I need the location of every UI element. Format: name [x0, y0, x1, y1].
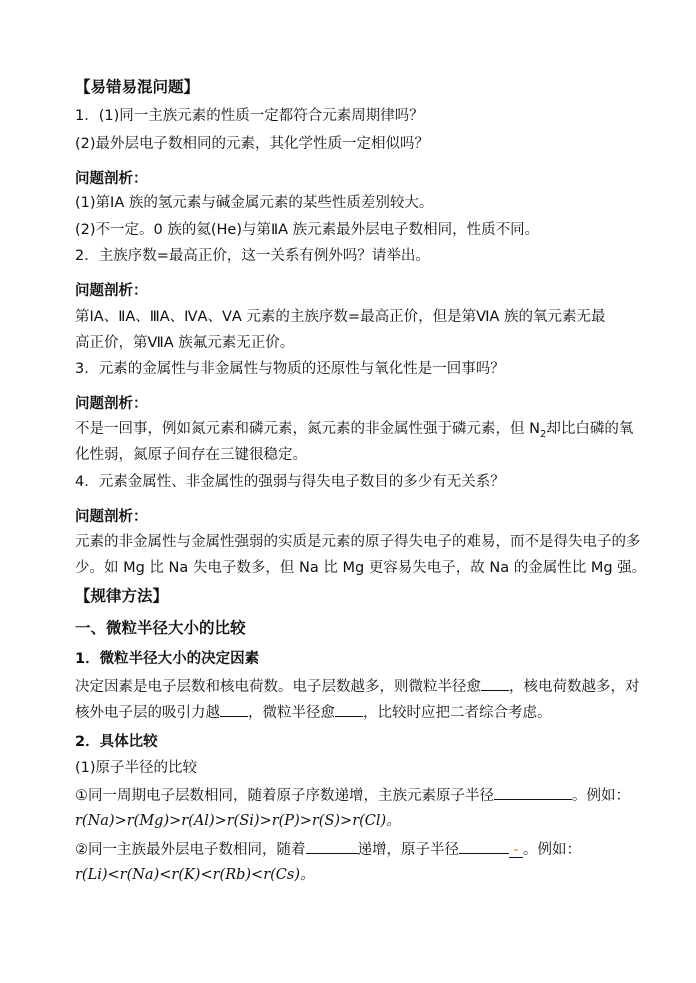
factors-text-d: ，微粒半径愈 [248, 705, 335, 721]
question-2: 2．主族序数=最高正价，这一关系有例外吗？请举出。 [75, 248, 430, 264]
question-1-part-2: (2)最外层电子数相同的元素，其化学性质一定相似吗？ [75, 136, 430, 152]
answer-2-line-2: 高正价，第ⅦA 族氟元素无正价。 [75, 335, 295, 351]
period-rule-line [75, 785, 630, 806]
group-example-inequality: r(Li)<r(Na)<r(K)<r(Rb)<r(Cs)。 [75, 867, 315, 883]
question-1-part-1: 1．(1)同一主族元素的性质一定都符合元素周期律吗？ [75, 108, 424, 124]
period-example-inequality: r(Na)>r(Mg)>r(Al)>r(Si)>r(P)>r(S)>r(Cl)。 [75, 813, 401, 829]
factors-text-a: 决定因素是电子层数和核电荷数。电子层数越多，则微粒半径愈 [75, 679, 481, 695]
paragraph-factors-line-2 [75, 702, 552, 723]
group-rule-example: 。例如： [523, 842, 581, 858]
atomic-radius-title: (1)原子半径的比较 [75, 760, 198, 776]
method-title: 一、微粒半径大小的比较 [75, 619, 246, 637]
fill-blank-1[interactable] [481, 676, 509, 691]
answer-3-line-2: 化性弱，氮原子间存在三键很稳定。 [75, 447, 307, 463]
subscript-2: 2 [539, 428, 547, 440]
factors-text-e: ，比较时应把二者综合考虑。 [363, 705, 552, 721]
fill-blank-3[interactable] [335, 702, 363, 717]
period-rule-text: ①同一周期电子层数相同，随着原子序数递增，主族元素原子半径 [75, 788, 494, 804]
section-heading-methods: 【规律方法】 [75, 587, 169, 605]
analysis-label-3: 问题剖析： [75, 396, 148, 412]
analysis-label-1: 问题剖析： [75, 171, 148, 187]
question-4: 4．元素金属性、非金属性的强弱与得失电子数目的多少有无关系？ [75, 474, 505, 490]
answer-3-text: 不是一回事，例如氮元素和磷元素，氮元素的非金属性强于磷元素，但 N [75, 421, 540, 437]
group-rule-text-b: 递增，原子半径 [357, 842, 459, 858]
group-rule-line [75, 839, 581, 860]
analysis-label-2: 问题剖析： [75, 283, 148, 299]
answer-1-part-1: (1)第ⅠA 族的氢元素与碱金属元素的某些性质差别较大。 [75, 195, 434, 211]
section-heading-errors: 【易错易混问题】 [75, 78, 200, 96]
answer-3-text-end: 却比白磷的氧 [546, 421, 634, 437]
group-rule-text-a: ②同一主族最外层电子数相同，随着 [75, 842, 306, 858]
factors-text-b: ，核电荷数越多，对 [509, 679, 640, 695]
answer-3-line-1 [75, 419, 633, 445]
answer-2-line-1: 第ⅠA、ⅡA、ⅢA、ⅣA、ⅤA 元素的主族序数=最高正价，但是第ⅥA 族的氧元素无最 [75, 309, 606, 325]
paragraph-factors-line-1 [75, 676, 640, 697]
fill-blank-mark: - [509, 843, 523, 858]
period-rule-example: 。例如： [572, 788, 630, 804]
fill-blank-6[interactable] [459, 839, 509, 854]
subheading-determining-factors: 1．微粒半径大小的决定因素 [75, 651, 260, 667]
question-3: 3．元素的金属性与非金属性与物质的还原性与氧化性是一回事吗？ [75, 361, 505, 377]
answer-4-line-2: 少。如 Mg 比 Na 失电子数多，但 Na 比 Mg 更容易失电子，故 Na 的金属性比 Mg 强。 [75, 560, 647, 576]
fill-blank-2[interactable] [220, 702, 248, 717]
analysis-label-4: 问题剖析： [75, 509, 148, 525]
answer-1-part-2: (2)不一定。0 族的氦(He)与第ⅡA 族元素最外层电子数相同，性质不同。 [75, 222, 540, 238]
fill-blank-5[interactable] [306, 839, 358, 854]
factors-text-c: 核外电子层的吸引力越 [75, 705, 220, 721]
subheading-specific-comparison: 2．具体比较 [75, 734, 158, 750]
fill-blank-4[interactable] [494, 785, 572, 800]
answer-4-line-1: 元素的非金属性与金属性强弱的实质是元素的原子得失电子的难易，而不是得失电子的多 [75, 534, 641, 550]
